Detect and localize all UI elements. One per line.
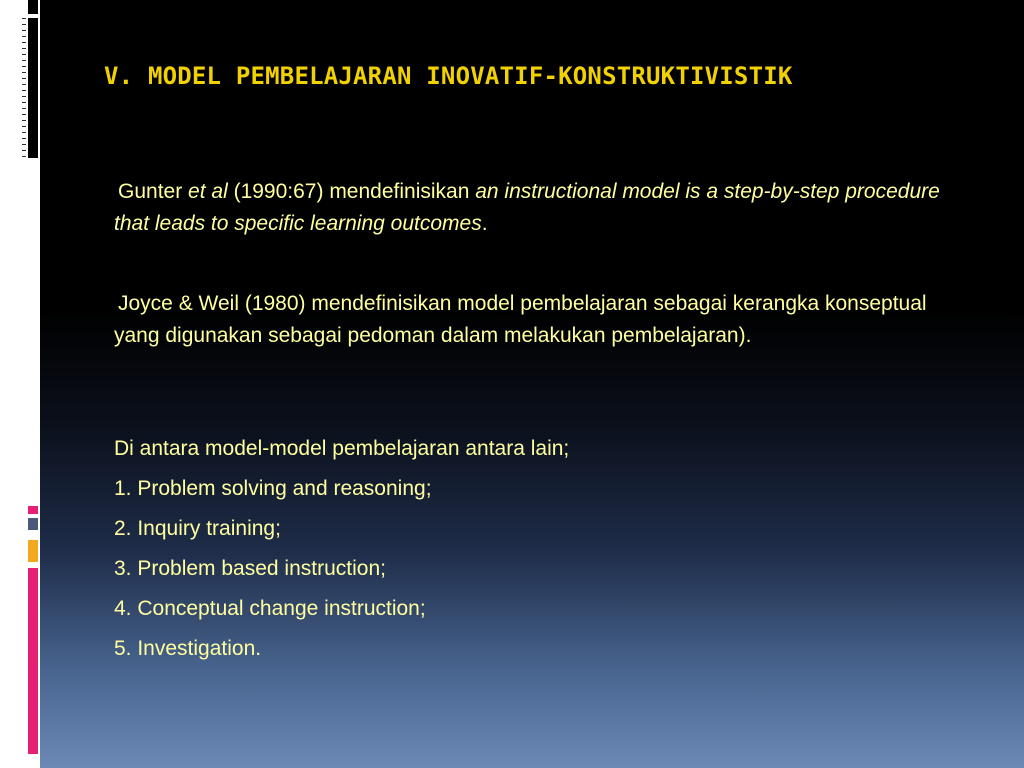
decor-thin-lines bbox=[22, 18, 26, 158]
gunter-etal: et al bbox=[188, 180, 228, 203]
paragraph-joyce-weil bbox=[114, 288, 974, 352]
gunter-quote: an instructional model is a step-by-step procedure that leads to specific learning outcomes bbox=[114, 180, 940, 235]
list-item: 1. Problem solving and reasoning; bbox=[114, 477, 432, 500]
model-list bbox=[114, 429, 974, 669]
slide-title: V. MODEL PEMBELAJARAN INOVATIF-KONSTRUKTIVISTIK bbox=[104, 62, 793, 90]
decor-bar-black bbox=[28, 18, 38, 158]
list-item: 2. Inquiry training; bbox=[114, 517, 281, 540]
joyce-weil-text: Joyce & Weil (1980) mendefinisikan model pembelajaran sebagai kerangka konseptual yang digunakan sebagai pedoman dalam melakukan pembelajaran). bbox=[114, 292, 927, 347]
gunter-end: . bbox=[481, 212, 488, 235]
gunter-author: Gunter bbox=[118, 180, 183, 203]
decor-bar-blue bbox=[28, 518, 38, 530]
list-item: 3. Problem based instruction; bbox=[114, 557, 386, 580]
decor-bar-black-top bbox=[28, 0, 38, 14]
gunter-text: (1990:67) mendefinisikan bbox=[227, 180, 476, 203]
decor-bar-pink-long bbox=[28, 568, 38, 754]
paragraph-gunter bbox=[114, 176, 974, 240]
decor-bar-orange bbox=[28, 540, 38, 562]
list-item: 4. Conceptual change instruction; bbox=[114, 597, 426, 620]
list-intro: Di antara model-model pembelajaran antara lain; bbox=[114, 437, 570, 460]
side-decoration bbox=[0, 0, 40, 768]
list-item: 5. Investigation. bbox=[114, 637, 262, 660]
decor-bar-pink-small bbox=[28, 506, 38, 514]
